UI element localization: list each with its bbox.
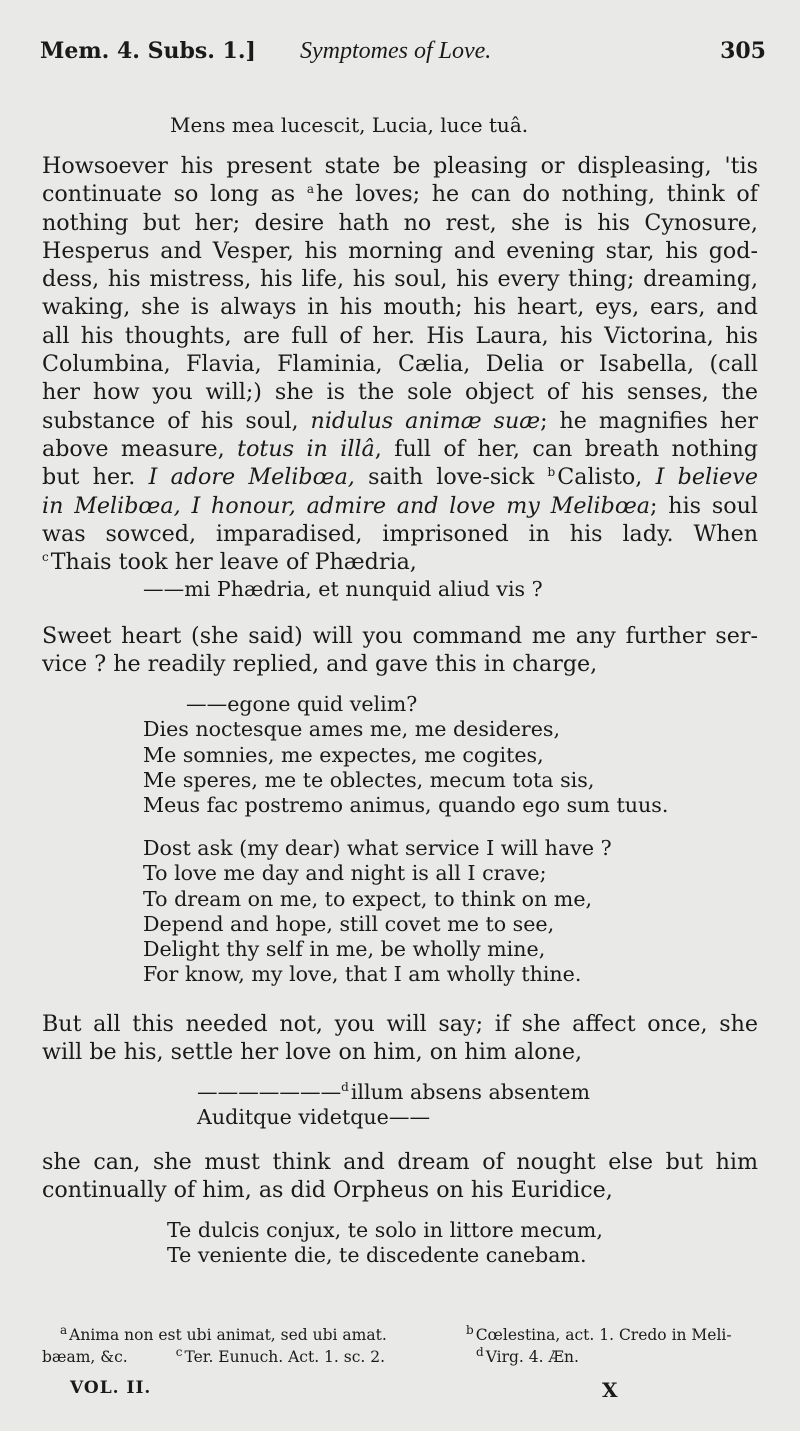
quote-3 (167, 1218, 603, 1269)
footnote-marker-a: a (306, 181, 315, 196)
footnotes-right (466, 1324, 732, 1368)
volume-label: VOL. II. (70, 1378, 152, 1398)
quote-line: Te dulcis conjux, te solo in littore mecum, (167, 1218, 603, 1242)
text-line: continuate so long as $^a$he loves; he can do nothing, think of (42, 181, 758, 208)
page-number: 305 (720, 38, 766, 64)
text-line: substance of his soul, nidulus animæ suæ; he magnifies her (42, 407, 758, 434)
quote-line: Te veniente die, te discedente canebam. (167, 1243, 587, 1268)
text-line: nothing but her; desire hath no rest, she is his Cynosure, (42, 209, 758, 236)
verse-line: Depend and hope, still covet me to see, (143, 911, 555, 936)
verse-line: To dream on me, to expect, to think on me, (143, 886, 593, 911)
text-line: Howsoever his present state be pleasing or displeasing, 'tis (42, 153, 758, 179)
text-line: was sowced, imparadised, imprisoned in his lady. When (42, 520, 758, 547)
verse-line: Dost ask (my dear) what service I will have ? (143, 836, 612, 860)
text-line: will be his, settle her love on him, on him alone, (42, 1039, 583, 1066)
verse-line: ——egone quid velim? (186, 692, 418, 716)
quote-line: ——mi Phædria, et nunquid aliud vis ? (143, 577, 543, 601)
text-line: waking, she is always in his mouth; his heart, eys, ears, and (42, 294, 758, 321)
signature-mark: X (602, 1378, 618, 1402)
text-line: her how you will;) she is the sole object of his senses, the (42, 379, 758, 406)
latin-verse (143, 692, 668, 818)
running-head-title: Symptomes of Love. (300, 38, 492, 64)
text-line: vice ? he readily replied, and gave this in charge, (42, 651, 598, 678)
footnote-c-marker: c (175, 1344, 183, 1359)
text-line: dess, his mistress, his life, his soul, his every thing; dreaming, (42, 266, 758, 293)
footnote-a: $^a$ Anima non est ubi animat, sed ubi amat. (60, 1322, 387, 1344)
footnote-marker-b: b (547, 464, 556, 479)
footnotes-left (42, 1324, 387, 1368)
quote-2 (197, 1080, 590, 1131)
running-head-section: Mem. 4. Subs. 1.] (40, 38, 256, 64)
text-line: above measure, totus in illâ, full of her, can breath nothing (42, 435, 758, 462)
footnote-marker-d: d (341, 1080, 349, 1095)
footnote-d: $^d$ Virg. 4. Æn. (476, 1344, 579, 1366)
verse-line: For know, my love, that I am wholly thine. (143, 962, 582, 987)
italic-phrase: I adore Melibœa, (148, 464, 355, 491)
italic-phrase: I believe (655, 464, 758, 491)
footnote-c: Ter. Eunuch. Act. 1. sc. 2. (184, 1348, 386, 1366)
verse-line: Me somnies, me expectes, me cogites, (143, 742, 544, 767)
text-line: she can, she must think and dream of nought else but him (42, 1149, 758, 1175)
text-line: but her. I adore Melibœa, saith love-sick $^b$Calisto, I believe (42, 464, 758, 491)
verse-line: Meus fac postremo animus, quando ego sum tuus. (143, 793, 669, 818)
verse-line: To love me day and night is all I crave; (143, 861, 547, 886)
paragraph-3 (42, 1010, 758, 1067)
verse-line: Me speres, me te oblectes, mecum tota sis, (143, 767, 595, 792)
italic-phrase: totus in illâ (237, 435, 375, 462)
paragraph-4 (42, 1148, 758, 1205)
text-line: in Melibœa, I honour, admire and love my Melibœa; his soul (42, 492, 759, 519)
text-line: Sweet heart (she said) will you command me any further ser- (42, 623, 758, 649)
footnote-marker-c: c (42, 549, 49, 564)
text-line: all his thoughts, are full of her. His Laura, his Victorina, his (42, 322, 758, 349)
quote-1 (143, 577, 543, 602)
text-line: $^c$Thais took her leave of Phædria, (42, 549, 417, 576)
text-line: Hesperus and Vesper, his morning and evening star, his god- (42, 237, 758, 264)
paragraph-1 (42, 152, 758, 576)
quote-line: Auditque videtque—— (197, 1105, 431, 1130)
footnote-a-continued: bæam, &c. $^c$ Ter. Eunuch. Act. 1. sc. 2. (42, 1344, 386, 1366)
italic-phrase: nidulus animæ suæ (310, 407, 541, 434)
italic-phrase: in Melibœa, I honour, admire and love my Melibœa (42, 492, 651, 519)
text-line: continually of him, as did Orpheus on his Euridice, (42, 1177, 613, 1204)
verse-line: Delight thy self in me, be wholly mine, (143, 937, 546, 962)
footnote-b: $^b$ Cœlestina, act. 1. Credo in Meli- (466, 1322, 732, 1344)
verse-line: Dies noctesque ames me, me desideres, (143, 717, 561, 742)
text-line: But all this needed not, you will say; if she affect once, she (42, 1011, 758, 1037)
paragraph-2 (42, 622, 758, 679)
epigraph-line: Mens mea lucescit, Lucia, luce tuâ. (170, 113, 529, 137)
english-verse (143, 836, 612, 988)
quote-line: ———————$^d$illum absens absentem (197, 1080, 591, 1104)
text-line: Columbina, Flavia, Flaminia, Cælia, Delia or Isabella, (call (42, 351, 758, 378)
